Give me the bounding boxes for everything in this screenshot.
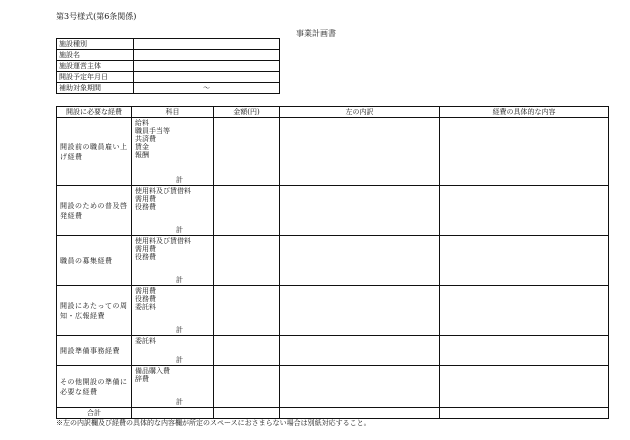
subject-item: 報酬 — [135, 151, 149, 159]
total-breakdown-cell[interactable] — [280, 408, 440, 419]
column-header-breakdown: 左の内訳 — [280, 107, 440, 118]
info-value-subsidy-period[interactable]: 〜 — [134, 83, 280, 94]
table-header-row — [57, 107, 609, 118]
info-value-operator[interactable] — [134, 61, 280, 72]
subject-item: 使用料及び賃借料 — [135, 237, 191, 245]
subject-cell — [132, 118, 214, 186]
subject-item: 役務費 — [135, 253, 156, 261]
subtotal-label: 計 — [176, 226, 183, 234]
expense-category: 職員の募集経費 — [57, 236, 132, 286]
expense-category: 開設準備事務経費 — [57, 336, 132, 366]
details-cell[interactable] — [440, 186, 609, 236]
info-label-operator: 施設運営主体 — [57, 61, 134, 72]
details-cell[interactable] — [440, 286, 609, 336]
total-row — [57, 408, 609, 419]
info-value-opening-date[interactable] — [134, 72, 280, 83]
total-label: 合計 — [57, 408, 132, 419]
subject-item: 需用費 — [135, 245, 156, 253]
subject-item: 備品購入費 — [135, 367, 170, 375]
subject-item: 委託料 — [135, 337, 156, 345]
breakdown-cell[interactable] — [280, 236, 440, 286]
column-header-details: 経費の具体的な内容 — [440, 107, 609, 118]
info-row — [57, 61, 280, 72]
expense-category: 開設のための普及啓発経費 — [57, 186, 132, 236]
amount-cell[interactable] — [214, 236, 280, 286]
breakdown-cell[interactable] — [280, 286, 440, 336]
amount-cell[interactable] — [214, 118, 280, 186]
amount-cell[interactable] — [214, 336, 280, 366]
details-cell[interactable] — [440, 236, 609, 286]
amount-cell[interactable] — [214, 186, 280, 236]
subject-item: 需用費 — [135, 195, 156, 203]
total-amount-cell[interactable] — [214, 408, 280, 419]
table-row — [57, 186, 609, 236]
table-row — [57, 286, 609, 336]
column-header-category: 開設に必要な経費 — [57, 107, 132, 118]
details-cell[interactable] — [440, 118, 609, 186]
expense-plan-table — [56, 106, 609, 419]
subject-item: 職員手当等 — [135, 127, 170, 135]
subject-item: 辞費 — [135, 375, 149, 383]
details-cell[interactable] — [440, 336, 609, 366]
form-number-label: 第3号様式(第6条関係) — [56, 12, 137, 21]
amount-cell[interactable] — [214, 366, 280, 408]
subtotal-label: 計 — [176, 176, 183, 184]
subject-cell — [132, 336, 214, 366]
subtotal-label: 計 — [176, 398, 183, 406]
breakdown-cell[interactable] — [280, 336, 440, 366]
subtotal-label: 計 — [176, 356, 183, 364]
facility-info-table — [56, 38, 280, 94]
subject-item: 賃金 — [135, 143, 149, 151]
subject-cell — [132, 186, 214, 236]
info-row — [57, 72, 280, 83]
breakdown-cell[interactable] — [280, 366, 440, 408]
table-row — [57, 336, 609, 366]
info-label-facility-type: 施設種別 — [57, 39, 134, 50]
total-subject-cell — [132, 408, 214, 419]
info-label-facility-name: 施設名 — [57, 50, 134, 61]
total-details-cell[interactable] — [440, 408, 609, 419]
info-row — [57, 83, 280, 94]
info-value-facility-type[interactable] — [134, 39, 280, 50]
subject-item: 役務費 — [135, 295, 156, 303]
table-row — [57, 118, 609, 186]
subject-item: 共済費 — [135, 135, 156, 143]
footnote: ※左の内訳欄及び経費の具体的な内容欄が所定のスペースにおさまらない場合は別紙対応すること。 — [56, 419, 371, 427]
subtotal-label: 計 — [176, 326, 183, 334]
subject-item: 需用費 — [135, 287, 156, 295]
column-header-subject: 科目 — [132, 107, 214, 118]
info-row — [57, 50, 280, 61]
column-header-amount: 金額(円) — [214, 107, 280, 118]
amount-cell[interactable] — [214, 286, 280, 336]
expense-category: 開設前の職員雇い上げ経費 — [57, 118, 132, 186]
subject-cell — [132, 236, 214, 286]
expense-category: その他開設の準備に必要な経費 — [57, 366, 132, 408]
info-label-subsidy-period: 補助対象期間 — [57, 83, 134, 94]
table-row — [57, 366, 609, 408]
subject-item: 役務費 — [135, 203, 156, 211]
subject-item: 給料 — [135, 119, 149, 127]
breakdown-cell[interactable] — [280, 118, 440, 186]
document-title: 事業計画書 — [296, 29, 336, 38]
subtotal-label: 計 — [176, 276, 183, 284]
subject-item: 使用料及び賃借料 — [135, 187, 191, 195]
info-value-facility-name[interactable] — [134, 50, 280, 61]
subject-cell — [132, 366, 214, 408]
subject-item: 委託料 — [135, 303, 156, 311]
subject-cell — [132, 286, 214, 336]
info-label-opening-date: 開設予定年月日 — [57, 72, 134, 83]
expense-category: 開設にあたっての周知・広報経費 — [57, 286, 132, 336]
breakdown-cell[interactable] — [280, 186, 440, 236]
info-row — [57, 39, 280, 50]
table-row — [57, 236, 609, 286]
details-cell[interactable] — [440, 366, 609, 408]
